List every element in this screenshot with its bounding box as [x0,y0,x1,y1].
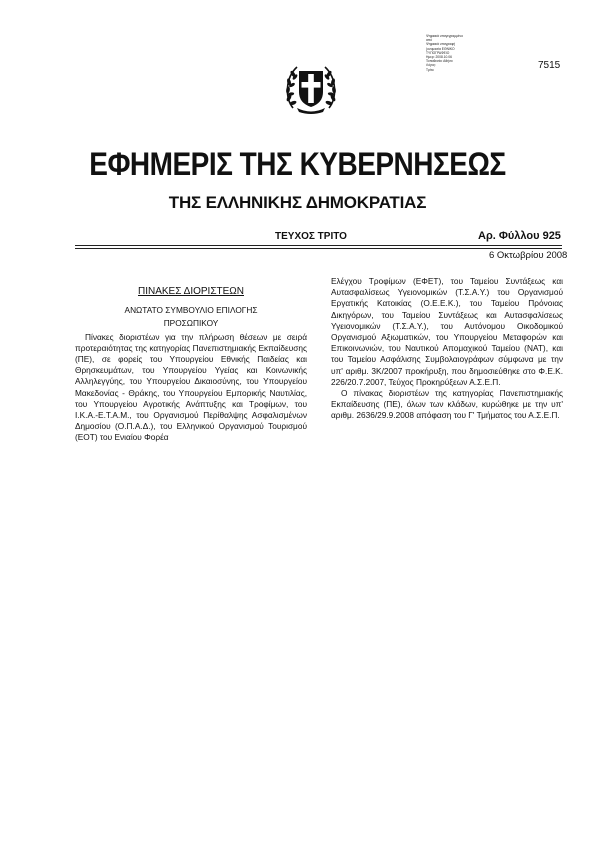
issue-label: ΤΕΥΧΟΣ ΤΡΙΤΟ [275,231,347,242]
gazette-title: ΕΦΗΜΕΡΙΣ ΤΗΣ ΚΥΒΕΡΝΗΣΕΩΣ [89,146,506,182]
stamp-line: Ψηφιακά υπογεγραμμένο [426,34,463,38]
stamp-line: Ψηφιακά υπογραφή [426,42,456,47]
stamp-line: Τοποθεσία: Αθήνα [426,59,453,64]
issue-date: 6 Οκτωβρίου 2008 [489,250,568,261]
stamp-line: Ημερ: 2008.10.06 [426,55,452,60]
digital-signature-stamp [426,34,482,72]
header-rule-top [75,245,562,246]
council-name-line-1: ΑΝΩΤΑΤΟ ΣΥΜΒΟΥΛΙΟ ΕΠΙΛΟΓΗΣ [124,305,258,316]
council-name-line-2: ΠΡΟΣΩΠΙΚΟΥ [163,318,219,329]
left-column [75,286,307,444]
body-paragraph: Ελέγχου Τροφίμων (ΕΦΕΤ), του Ταμείου Συντάξεως και Αυτασφαλίσεως Υγειονομικών (Τ.Σ.Α.Υ.) του Οργανισμού Εργατικής Κατοικίας (Ο.Ε.Ε.Κ.), του Ταμείου Πρόνοιας Δικηγόρων, του Ταμείου Συντάξεως και Αυτασφαλίσεως Υγειονομικών (Τ.Σ.Α.Υ.), του Αυτόνομου Οικοδομικού Οργανισμού Αξιωματικών, του Υπουργείου Μεταφορών και Επικοινωνιών, του Ναυτικού Απομαχικού Ταμείου (ΝΑΤ), και του Ταμείου Ασφάλισης Συμβολαιογράφων σύμφωνα με την υπ' αριθμ. 3Κ/2007 προκήρυξη, που δημοσιεύθηκε στο Φ.Ε.Κ. 226/20.7.2007, Τεύχος Προκηρύξεων Α.Σ.Ε.Π. [331,276,563,387]
section-heading: ΠΙΝΑΚΕΣ ΔΙΟΡΙΣΤΕΩΝ [138,286,244,297]
page-number: 7515 [538,60,561,71]
stamp-line: Τρίτο [426,67,434,72]
issue-number: Αρ. Φύλλου 925 [478,230,561,242]
header-rule-bottom [75,248,562,249]
stamp-line: Λόγος: [426,63,437,68]
right-column [331,276,563,422]
stamp-line: ΤΥΠΟΓΡΑΦΕΙΟ [426,50,450,55]
stamp-line: από [426,38,433,43]
gazette-subtitle: ΤΗΣ ΕΛΛΗΝΙΚΗΣ ΔΗΜΟΚΡΑΤΙΑΣ [168,193,427,212]
greek-coat-of-arms-icon [283,58,339,116]
body-paragraph: Πίνακες διοριστέων για την πλήρωση θέσεων με σειρά προτεραιότητας της κατηγορίας Πανεπιστημιακής Εκπαίδευσης (ΠΕ), σε φορείς του Υπουργείου Εθνικής Παιδείας και Θρησκευμάτων, του Υπουργείου Υγείας και Κοινωνικής Αλληλεγγύης, του Υπουργείου Δικαιοσύνης, του Υπουργείου Μακεδονίας - Θράκης, του Υπουργείου Εμπορικής Ναυτιλίας, του Υπουργείου Αγροτικής Ανάπτυξης και Τροφίμων, του Ι.Κ.Α.-Ε.Τ.Α.Μ., του Οργανισμού Περίθαλψης Ασφαλισμένων Δημοσίου (Ο.Π.Α.Δ.), του Ελληνικού Οργανισμού Τουρισμού (ΕΟΤ) του Ενιαίου Φορέα [75,331,307,443]
body-paragraph: Ο πίνακας διοριστέων της κατηγορίας Πανεπιστημιακής Εκπαίδευσης (ΠΕ), όλων των κλάδων, κυρώθηκε με την υπ' αριθμ. 2636/29.9.2008 απόφαση του Γ' Τμήματος του Α.Σ.Ε.Π. [331,388,563,421]
stamp-line: (ονομασία ΕΘΝΙΚΟ [426,46,455,51]
